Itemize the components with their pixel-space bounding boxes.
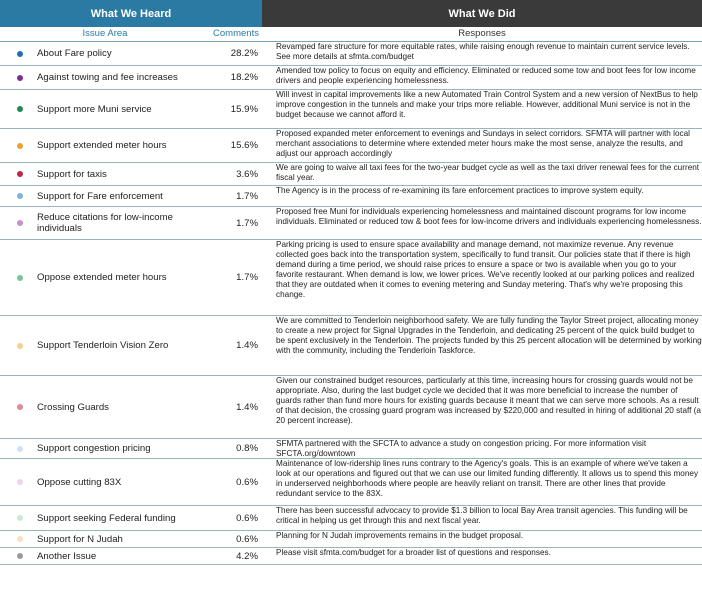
- bullet-dot-icon: [17, 171, 23, 177]
- bullet-dot-icon: [17, 275, 23, 281]
- issue-label: Reduce citations for low-income individuals: [37, 212, 173, 234]
- response-text: Parking pricing is used to ensure space availability and manage demand, not maximize revenue. Any revenue collected goes back into the transportation system, specifically to fund transit. Our policies state that if there is high demand during a time period, we should raise prices to ensure a space or two is available when you go to your favorite restaurant. When demand is low, we lower prices. We've recently looked at our parking polices and realized that they are outdated when it comes to evening metering and Sunday metering. That's why we're proposing this change.: [276, 240, 695, 299]
- what-we-heard-title: What We Heard: [0, 0, 262, 27]
- issue-label: Support extended meter hours: [37, 140, 167, 151]
- comments-percent: 28.2%: [230, 48, 258, 59]
- bullet-dot-icon: [17, 51, 23, 57]
- comments-percent: 1.7%: [236, 190, 258, 202]
- comments-percent: 1.7%: [236, 272, 258, 283]
- bullet-dot-icon: [17, 404, 23, 410]
- bullet-dot-icon: [17, 343, 23, 349]
- table-row: [0, 90, 702, 129]
- comments-percent: 1.4%: [236, 401, 258, 413]
- issue-cell: [0, 459, 210, 505]
- issue-label: Support for Fare enforcement: [37, 190, 163, 202]
- issue-cell: [0, 240, 210, 315]
- comments-percent: 1.7%: [236, 217, 258, 229]
- issue-label: Oppose cutting 83X: [37, 476, 122, 488]
- response-text: There has been successful advocacy to provide $1.3 billion to local Bay Area transit agencies. This funding will be critical in helping us get through this and next fiscal year.: [276, 506, 688, 525]
- table-row: [0, 129, 702, 163]
- comments-percent: 3.6%: [236, 168, 258, 180]
- comments-percent: 0.6%: [236, 533, 258, 545]
- comments-percent: 1.4%: [236, 340, 258, 351]
- comments-percent: 15.6%: [230, 140, 258, 151]
- what-we-did-title: What We Did: [262, 0, 702, 27]
- table-row: [0, 376, 702, 439]
- response-text: Revamped fare structure for more equitable rates, while raising enough revenue to maintain current service levels. See more details at sfmta.com/budget: [276, 42, 690, 61]
- issue-cell: [0, 207, 210, 239]
- issue-cell: [0, 376, 210, 438]
- issue-label: Support for taxis: [37, 168, 107, 180]
- issue-cell: [0, 186, 210, 206]
- issue-cell: [0, 90, 210, 128]
- issue-cell: [0, 548, 210, 564]
- bullet-dot-icon: [17, 446, 23, 452]
- issue-cell: [0, 316, 210, 375]
- responses-header: Responses: [458, 28, 506, 39]
- comments-percent: 18.2%: [230, 72, 258, 83]
- issue-label: Against towing and fee increases: [37, 72, 178, 83]
- bullet-dot-icon: [17, 553, 23, 559]
- bullet-dot-icon: [17, 515, 23, 521]
- issue-label: About Fare policy: [37, 48, 112, 59]
- bullet-dot-icon: [17, 75, 23, 81]
- comments-header: Comments: [213, 28, 259, 39]
- table-row: [0, 240, 702, 316]
- table-row: [0, 163, 702, 186]
- response-text: The Agency is in the process of re-examining its fare enforcement practices to improve system equity.: [276, 186, 644, 195]
- issue-label: Support Tenderloin Vision Zero: [37, 340, 169, 351]
- issue-label: Support congestion pricing: [37, 443, 151, 454]
- issue-cell: [0, 439, 210, 458]
- bullet-dot-icon: [17, 536, 23, 542]
- table-row: [0, 66, 702, 90]
- issue-label: Crossing Guards: [37, 401, 109, 413]
- table-row: [0, 42, 702, 66]
- table-row: [0, 531, 702, 548]
- table-row: [0, 316, 702, 376]
- table-row: [0, 506, 702, 531]
- comments-percent: 0.6%: [236, 512, 258, 524]
- response-text: Please visit sfmta.com/budget for a broader list of questions and responses.: [276, 548, 551, 557]
- comments-percent: 0.6%: [236, 476, 258, 488]
- response-text: Given our constrained budget resources, particularly at this time, increasing hours for crossing guards would not be appropriate. Also, during the last budget cycle we decided that it was more beneficial to increase the number of guards rather than fund more hours for existing guards because it meant that we can serve more schools. As a result of that decision, the crossing guard program was increased by $220,000 and resulted in hiring of additional 20 staff (a 20 percent increase).: [276, 376, 701, 425]
- table-banner: [0, 0, 702, 27]
- comments-percent: 4.2%: [236, 550, 258, 562]
- response-text: SFMTA partnered with the SFCTA to advance a study on congestion pricing. For more information visit SFCTA.org/downtown: [276, 439, 647, 458]
- issue-label: Support for N Judah: [37, 533, 123, 545]
- issue-cell: [0, 163, 210, 185]
- table-row: [0, 548, 702, 565]
- table-row: [0, 186, 702, 207]
- issue-label: Support seeking Federal funding: [37, 512, 176, 524]
- bullet-dot-icon: [17, 106, 23, 112]
- issue-cell: [0, 66, 210, 89]
- column-headers: [0, 27, 702, 42]
- response-text: Proposed free Muni for individuals experiencing homelessness and maintained discount programs for low income individuals. Eliminated or reduced tow & boot fees for low-income drivers and individuals experiencing homelessness.: [276, 207, 702, 226]
- table-row: [0, 207, 702, 240]
- bullet-dot-icon: [17, 143, 23, 149]
- issue-label: Support more Muni service: [37, 103, 152, 115]
- issue-area-header: Issue Area: [82, 28, 128, 39]
- bullet-dot-icon: [17, 220, 23, 226]
- response-text: Planning for N Judah improvements remains in the budget proposal.: [276, 531, 524, 540]
- issue-cell: [0, 531, 210, 547]
- comments-percent: 15.9%: [230, 103, 258, 115]
- response-text: We are going to waive all taxi fees for the two-year budget cycle as well as the taxi driver renewal fees for the current fiscal year.: [276, 163, 700, 182]
- table-row: [0, 459, 702, 506]
- issue-cell: [0, 42, 210, 65]
- bullet-dot-icon: [17, 193, 23, 199]
- table-row: [0, 439, 702, 459]
- table-body: [0, 42, 702, 565]
- response-text: Will invest in capital improvements like a new Automated Train Control System and a new version of NextBus to help improve congestion in the tunnels and make your trips more reliable. However, additional Muni service is not in the budget because we cannot afford it.: [276, 90, 698, 119]
- response-text: Maintenance of low-ridership lines runs contrary to the Agency's goals. This is an example of where we've taken a look at our operations and figured out that we can use our limited funding differently. It allows us to spend this money in underserved neighborhoods where people are heavily reliant on transit. There are other lines that provide redundant service to the 83X.: [276, 459, 699, 498]
- response-text: Proposed expanded meter enforcement to evenings and Sundays in select corridors. SFMTA will partner with local merchant associations to determine where extended meter hours make the most sense, analyze the results, and adjust our approach accordingly: [276, 129, 690, 158]
- issue-label: Oppose extended meter hours: [37, 272, 167, 283]
- bullet-dot-icon: [17, 479, 23, 485]
- response-text: We are committed to Tenderloin neighborhood safety. We are fully funding the Taylor Street project, allocating money to create a new project for Signal Upgrades in the Tenderloin, and dedicating 25 percent of the quick build budget to be spent exclusively in the Tenderloin. The projects funded by this 25 percent allocation will be determined by working with the community, including the Tenderloin Taskforce.: [276, 316, 702, 355]
- issue-cell: [0, 129, 210, 162]
- comments-percent: 0.8%: [236, 443, 258, 454]
- response-text: Amended tow policy to focus on equity and efficiency. Eliminated or reduced some tow and boot fees for low income drivers and people experiencing homelessness.: [276, 66, 696, 85]
- issue-cell: [0, 506, 210, 530]
- issue-label: Another Issue: [37, 550, 97, 562]
